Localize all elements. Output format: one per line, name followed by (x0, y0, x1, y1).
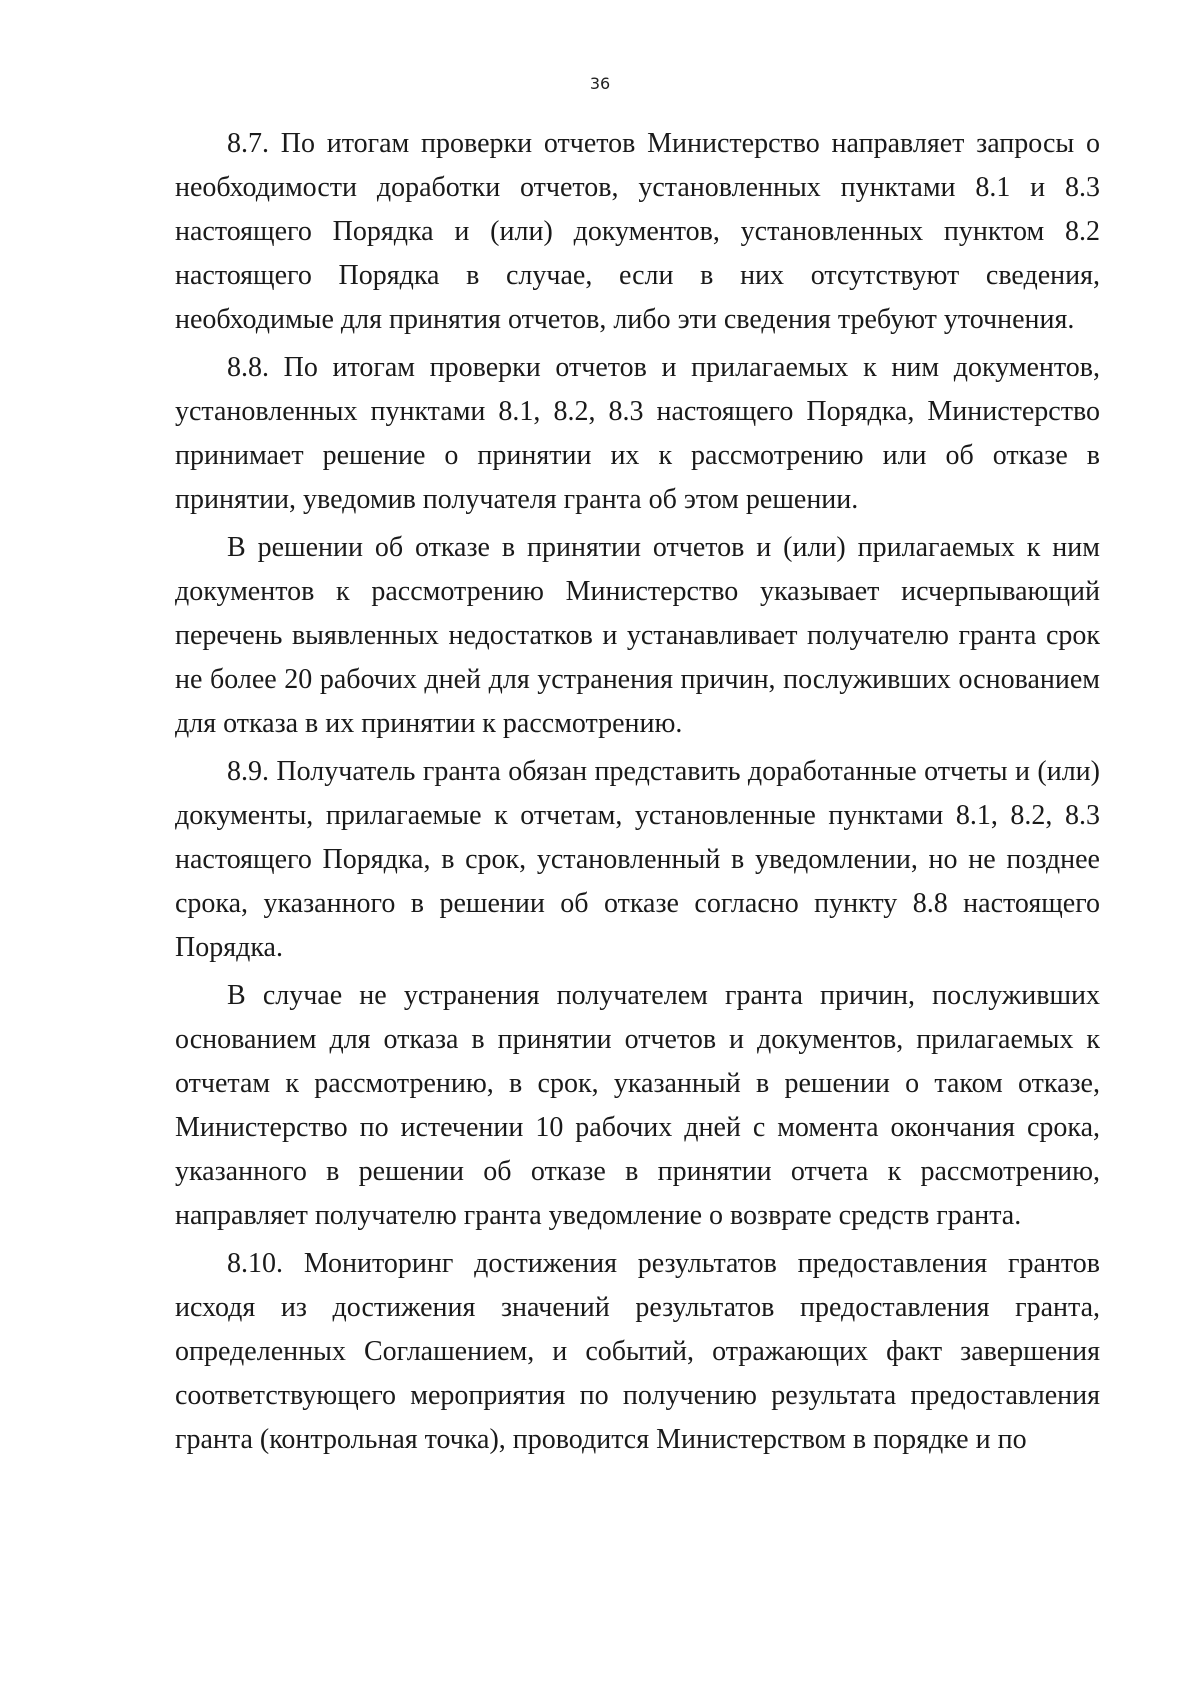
document-body (175, 122, 1100, 1466)
paragraph-8-7: 8.7. По итогам проверки отчетов Министерство направляет запросы о необходимости доработки отчетов, установленных пунктами 8.1 и 8.3 настоящего Порядка и (или) документов, установленных пунктом 8.2 настоящего Порядка в случае, если в них отсутствуют сведения, необходимые для принятия отчетов, либо эти сведения требуют уточнения. (175, 128, 1100, 335)
paragraph-8-9: 8.9. Получатель гранта обязан представить доработанные отчеты и (или) документы, прилагаемые к отчетам, установленные пунктами 8.1, 8.2, 8.3 настоящего Порядка, в срок, установленный в уведомлении, но не позднее срока, указанного в решении об отказе согласно пункту 8.8 настоящего Порядка. (175, 756, 1100, 963)
paragraph-8-8-refusal: В решении об отказе в принятии отчетов и (или) прилагаемых к ним документов к рассмотрению Министерство указывает исчерпывающий перечень выявленных недостатков и устанавливает получателю гранта срок не более 20 рабочих дней для устранения причин, послуживших основанием для отказа в их принятии к рассмотрению. (175, 532, 1100, 739)
paragraph-8-10: 8.10. Мониторинг достижения результатов предоставления грантов исходя из достижения значений результатов предоставления гранта, определенных Соглашением, и событий, отражающих факт завершения соответствующего мероприятия по получению результата предоставления гранта (контрольная точка), проводится Министерством в порядке и по (175, 1248, 1100, 1455)
paragraph-8-8: 8.8. По итогам проверки отчетов и прилагаемых к ним документов, установленных пунктами 8.1, 8.2, 8.3 настоящего Порядка, Министерство принимает решение о принятии их к рассмотрению или об отказе в принятии, уведомив получателя гранта об этом решении. (175, 352, 1100, 515)
paragraph-8-9-non-elimination: В случае не устранения получателем гранта причин, послуживших основанием для отказа в принятии отчетов и документов, прилагаемых к отчетам к рассмотрению, в срок, указанный в решении о таком отказе, Министерство по истечении 10 рабочих дней с момента окончания срока, указанного в решении об отказе в принятии отчета к рассмотрению, направляет получателю гранта уведомление о возврате средств гранта. (175, 980, 1100, 1231)
page-number: 36 (589, 74, 611, 93)
